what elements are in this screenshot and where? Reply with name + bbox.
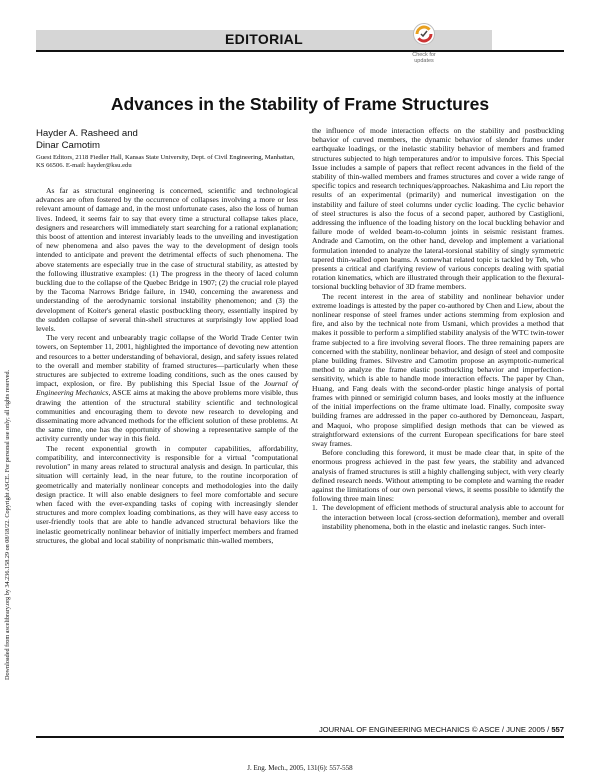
list-item <box>312 503 564 531</box>
check-for-updates-badge[interactable] <box>407 22 441 62</box>
paragraph: As far as structural engineering is concerned, scientific and technological advances are often fostered by the occurrence of collapses involving a more or less relevant amount of damage and, in the most unfortunate cases, also the loss of human lives. Indeed, it seems fair to say that every time a structural collapse takes place, designers and researchers will immediately start searching for a rational explanation; this boost of attention and interest invariably leads to the unveiling and investigation of new phenomena and also paves the way to the development of design tools intended to anticipate and prevent the detrimental effects of such phenomena. The above statements are especially true in the case of structural stability, as attested by the following illustrative examples: (1) The progress in the theory of laced column buckling due to the collapse of the Quebec Bridge in 1907; (2) the crucial role played by the Tacoma Narrows Bridge failure, in 1940, concerning the awareness and understanding of the aerodynamic torsional instability phenomenon; and (3) the development of Koiter's general elastic postbuckling theory, essentially inspired by the sudden collapse of several thin-shell structures at surprisingly low applied load levels. <box>36 186 298 334</box>
left-column <box>36 186 298 545</box>
right-column <box>312 126 564 531</box>
paragraph: the influence of mode interaction effects on the stability and postbuckling behavior of curved members, the dynamic behavior of slender frames under earthquake loadings, or the inelastic stability behavior of members and framed structures subjected to high temperatures and/or to impulsive forces. This Special Issue includes a sample of papers that reflect recent advances in the field of the stability of thin-walled members and frames structures and cover a wide range of specific topics and research techniques/approaches. Nakashima and Liu report the results of an experimental (primarily) and numerical investigation on the instability and failure of steel columns under cyclic loading. The cyclic behavior of steel structures is also the focus of a second paper, authored by Castiglioni, addressing the influence of the loading history on the local buckling behavior and failure mode of welded beam-to-column joints in seismic resistant frames. Andrade and Camotim, on the other hand, develop and implement a variational formulation intended to analyze the lateral-torsional stability of singly symmetric tapered thin-walled open beams. A somewhat related topic is tackled by Teh, who presents a critical and clarifying review of various concepts dealing with spatial rotation kinematics, which are illustrated through their application to the flexural-torsional buckling behavior of 3D frame members. <box>312 126 564 292</box>
citation: J. Eng. Mech., 2005, 131(6): 557-558 <box>247 764 353 772</box>
check-updates-icon <box>412 22 436 46</box>
author-affiliation: Guest Editors, 2118 Fiedler Hall, Kansas State University, Dept. of Civil Engineering, Manhattan, KS 66506. E-mail: hayder@ksu.edu <box>36 154 295 170</box>
list-text: The development of efficient methods of structural analysis able to account for the interaction between local (cross-section deformation), member and overall instability phenomena, both in the elastic and inelastic ranges. Such inter- <box>322 503 564 531</box>
journal-line: JOURNAL OF ENGINEERING MECHANICS © ASCE / JUNE 2005 / <box>318 725 550 734</box>
footer-rule <box>36 736 564 738</box>
download-side-note: Downloaded from ascelibrary.org by 34.236.158.29 on 08/18/22. Copyright ASCE. For personal use only; all rights reserved. <box>4 369 11 680</box>
page-number: 557 <box>551 725 564 734</box>
paragraph: The recent interest in the area of stability and nonlinear behavior under extreme loadings is attested by the paper co-authored by Chen and Liew, about the nonlinear response of steel frames under actions stemming from explosion and fire, and also by the technical note from Usmani, which provides a method that makes it possible to perform a simplified stability analysis of the WTC twin-tower frame subjected to a fire involving several floors. The three remaining papers are concerned with the stability, nonlinear behavior, and design of steel and composite plane building frames. Silvestre and Camotim propose an asymptotic-numerical method to analyze the frame elastic postbuckling behavior and imperfection-sensitivity, which is able to handle mode interaction effects. The paper by Chan, Huang, and Fang deals with the second-order plastic hinge analysis of portal frames with pinned or semirigid column bases, and looks mostly at the influence of the initial imperfections on the frame ultimate load. Finally, composite sway building frames are addressed in the paper co-authored by Demonceau, Jaspart, and Maquoi, who propose simplified design methods that can be viewed as straightforward extensions of the current European specifications for bare steel sway frames. <box>312 291 564 448</box>
paragraph: Before concluding this foreword, it must be made clear that, in spite of the enormous progress achieved in the past few years, the stability and advanced analysis of framed structures is still a highly challenging subject, with very clearly defined research needs. Without attempting to be complete and warning the reader against the limitations of our own personal views, it seems possible to identify the following three main lines: <box>312 448 564 504</box>
author-line-1: Hayder A. Rasheed and <box>36 128 138 139</box>
article-title: Advances in the Stability of Frame Structures <box>110 94 490 114</box>
badge-line2: updates <box>414 58 434 64</box>
author-block <box>36 128 296 152</box>
author-line-2: Dinar Camotim <box>36 140 100 151</box>
badge-line1: Check for <box>412 52 436 58</box>
section-label: EDITORIAL <box>225 31 303 47</box>
header-rule <box>36 50 564 52</box>
badge-label <box>407 52 441 64</box>
list-number: 1. <box>312 503 318 513</box>
footer-journal-line <box>319 725 564 734</box>
paragraph: The recent exponential growth in computer capabilities, affordability, compatibility, and interconnectivity is responsible for a virtual "computational revolution" in many areas related to structural analysis and design. In particular, this situation will certainly lead, in the near future, to the routine incorporation of geometrically and materially nonlinear concepts and methodologies into the daily design practice. It will also enable designers to feel more comfortable and secure when faced with the ever-expanding tasks of coping with increasingly slender structures and more complex loading combinations, as they will have easy access to user-friendly tools that are able to handle advanced structural behaviors like the inelastic geometrically nonlinear behavior of initially imperfect members and framed structures, the global and local stability of nonprismatic thin-walled members, <box>36 443 298 545</box>
paragraph: The very recent and unbearably tragic collapse of the World Trade Center twin towers, on September 11, 2001, highlighted the importance of devoting new attention and resources to a better understanding of behavioral, design, and safety issues related to the overall and member stability of framed structures—particularly when these structures are subjected to extreme loading conditions, such as the ones caused by impact, explosion, or fire. By publishing this Special Issue of the Journal of Engineering Mechanics, ASCE aims at making the above problems more visible, thus drawing the attention of the structural stability scientific and technological communities and encouraging them to devote new research to developing and disseminating more advanced methods for the efficient solution of these problems. At the same time, one has the opportunity of showing a representative sample of the activity currently under way in this field. <box>36 333 298 444</box>
